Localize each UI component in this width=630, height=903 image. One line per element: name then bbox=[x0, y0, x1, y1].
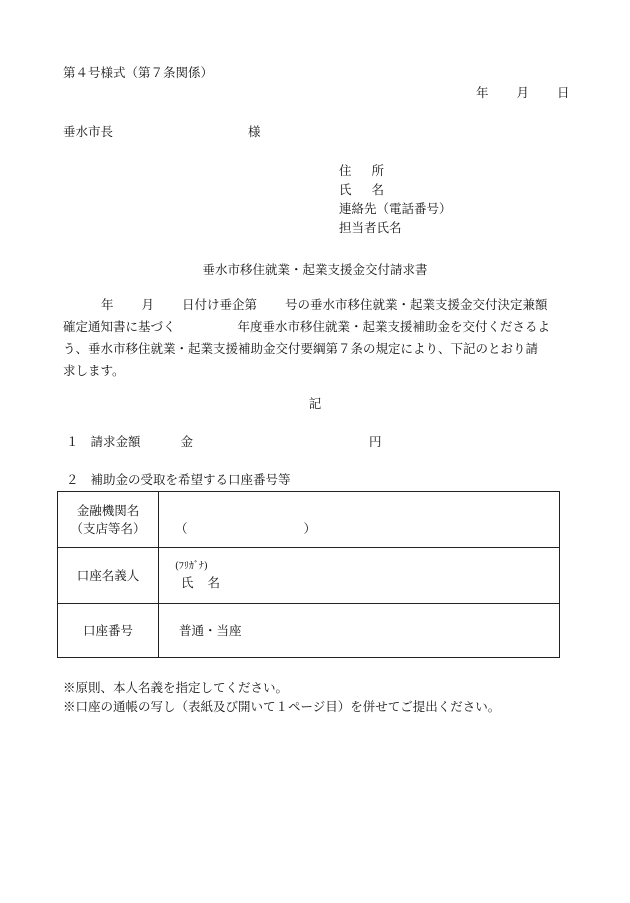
paragraph-line-4: 求します。 bbox=[63, 363, 125, 378]
holder-row bbox=[58, 548, 560, 604]
addressee-name: 垂水市長 bbox=[63, 124, 114, 139]
body-line2-start: 確定通知書に基づく bbox=[63, 319, 176, 334]
body-line2-text: 年度垂水市移住就業・起業支援補助金を交付くださるよ bbox=[237, 319, 551, 334]
account-type[interactable]: 普通・当座 bbox=[159, 604, 560, 658]
holder-name-label: 氏 名 bbox=[181, 574, 220, 590]
note-1: ※原則、本人名義を指定してください。 bbox=[63, 680, 289, 695]
amount-suffix: 円 bbox=[369, 434, 382, 449]
item-1-label: 請求金額 bbox=[90, 434, 141, 449]
day-label: 日 bbox=[557, 85, 570, 100]
addressee-honorific: 様 bbox=[248, 124, 261, 139]
body-year: 年 bbox=[101, 297, 114, 312]
holder-value-cell[interactable] bbox=[159, 548, 560, 604]
item-2-row bbox=[66, 472, 291, 488]
ki-mark: 記 bbox=[308, 396, 322, 411]
document-title: 垂水市移住就業・起業支援金交付請求書 bbox=[202, 262, 428, 277]
item-2-number: ２ bbox=[66, 472, 79, 487]
paragraph-line-3: う、垂水市移住就業・起業支援補助金交付要綱第７条の規定により、下記のとおり請 bbox=[63, 341, 539, 356]
item-2-label: 補助金の受取を希望する口座番号等 bbox=[90, 472, 291, 487]
bank-row bbox=[58, 492, 560, 548]
number-label: 口座番号 bbox=[58, 604, 159, 658]
name-label: 氏 名 bbox=[339, 182, 384, 197]
amount-prefix: 金 bbox=[180, 434, 194, 449]
month-label: 月 bbox=[516, 85, 530, 100]
bank-open-paren: （ bbox=[175, 520, 188, 536]
bank-value-cell[interactable] bbox=[159, 492, 560, 548]
form-number: 第４号様式（第７条関係） bbox=[63, 65, 214, 80]
item-1-number: １ bbox=[66, 434, 79, 449]
item-1-row bbox=[66, 434, 382, 450]
paragraph-line-2 bbox=[63, 316, 573, 338]
contact-person-label: 担当者氏名 bbox=[339, 220, 402, 235]
body-month: 月 bbox=[141, 297, 155, 312]
furigana-label: (ﾌﾘｶﾞﾅ) bbox=[175, 560, 208, 572]
request-paragraph bbox=[63, 294, 573, 382]
body-date-ref: 日付け垂企第 bbox=[182, 297, 258, 312]
account-table bbox=[57, 491, 560, 658]
date-line bbox=[476, 85, 570, 101]
holder-label: 口座名義人 bbox=[58, 548, 159, 604]
bank-close-paren: ） bbox=[303, 520, 317, 536]
body-line1-text: 号の垂水市移住就業・起業支援金交付決定兼額 bbox=[285, 297, 548, 312]
paragraph-line-1 bbox=[63, 294, 573, 316]
bank-label-cell bbox=[58, 492, 159, 548]
address-label: 住 所 bbox=[339, 163, 384, 178]
note-2: ※口座の通帳の写し（表紙及び開いて１ページ目）を併せてご提出ください。 bbox=[63, 699, 501, 714]
bank-label: 金融機関名 bbox=[76, 502, 140, 518]
number-row bbox=[58, 604, 560, 658]
year-label: 年 bbox=[476, 85, 489, 100]
branch-label: （支店等名） bbox=[70, 520, 146, 536]
contact-label: 連絡先（電話番号） bbox=[339, 201, 452, 216]
